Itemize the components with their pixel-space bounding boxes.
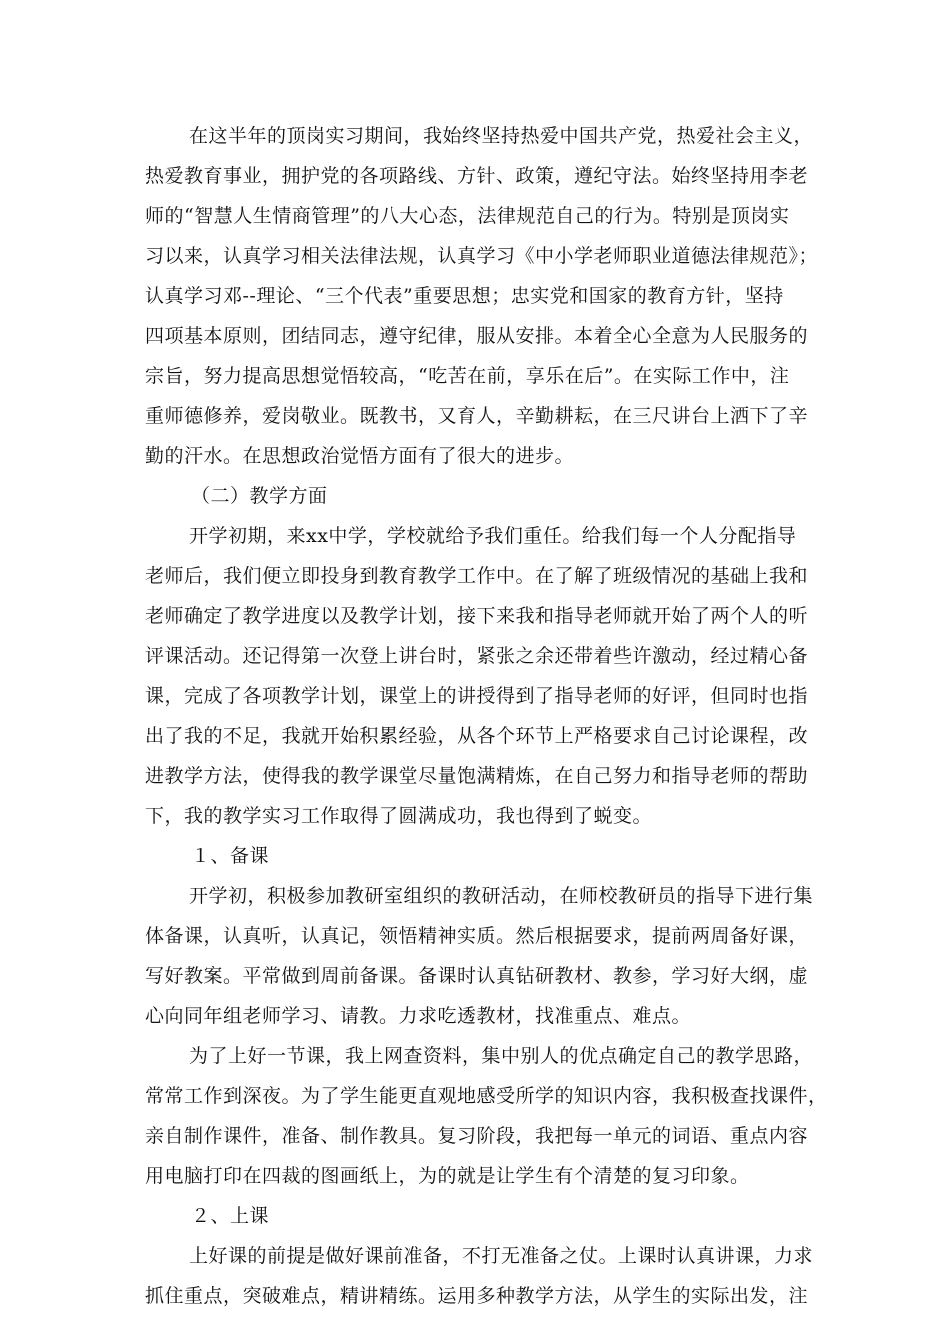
paragraph-line: 出了我的不足，我就开始积累经验，从各个环节上严格要求自己讨论课程，改	[145, 725, 809, 747]
section-heading: ２、上课	[191, 1205, 270, 1227]
paragraph-line: 体备课，认真听，认真记，领悟精神实质。然后根据要求，提前两周备好课，	[145, 925, 809, 947]
paragraph-line: 在这半年的顶岗实习期间，我始终坚持热爱中国共产党，热爱社会主义，	[189, 125, 814, 147]
section-heading: １、备课	[191, 845, 270, 867]
paragraph-line: 老师确定了教学进度以及教学计划，接下来我和指导老师就开始了两个人的听	[145, 605, 809, 627]
paragraph-line: 下，我的教学实习工作取得了圆满成功，我也得到了蜕变。	[145, 805, 653, 827]
paragraph-line: 热爱教育事业，拥护党的各项路线、方针、政策，遵纪守法。始终坚持用李老	[145, 165, 809, 187]
paragraph-line: 上好课的前提是做好课前准备，不打无准备之仗。上课时认真讲课，力求	[189, 1245, 814, 1267]
paragraph-line: 进教学方法，使得我的教学课堂尽量饱满精炼，在自己努力和指导老师的帮助	[145, 765, 809, 787]
paragraph-line: 习以来，认真学习相关法律法规，认真学习《中小学老师职业道德法律规范》；	[145, 245, 819, 267]
paragraph-line: 亲自制作课件，准备、制作教具。复习阶段，我把每一单元的词语、重点内容	[145, 1125, 809, 1147]
paragraph-line: 为了上好一节课，我上网查资料，集中别人的优点确定自己的教学思路，	[189, 1045, 814, 1067]
paragraph-line: 评课活动。还记得第一次登上讲台时，紧张之余还带着些许激动，经过精心备	[145, 645, 809, 667]
paragraph-line: 师的“智慧人生情商管理”的八大心态，法律规范自己的行为。特别是顶岗实	[145, 205, 790, 227]
paragraph-line: 常常工作到深夜。为了学生能更直观地感受所学的知识内容，我积极查找课件，	[145, 1085, 828, 1107]
section-heading: （二）教学方面	[191, 485, 328, 507]
paragraph-line: 四项基本原则，团结同志，遵守纪律，服从安排。本着全心全意为人民服务的	[145, 325, 809, 347]
paragraph-line: 写好教案。平常做到周前备课。备课时认真钻研教材、教参，学习好大纲，虚	[145, 965, 809, 987]
paragraph-line: 老师后，我们便立即投身到教育教学工作中。在了解了班级情况的基础上我和	[145, 565, 809, 587]
paragraph-line: 开学初期，来xx中学，学校就给予我们重任。给我们每一个人分配指导	[189, 525, 797, 547]
paragraph-line: 认真学习邓--理论、“三个代表”重要思想；忠实党和国家的教育方针，坚持	[145, 285, 784, 307]
paragraph-line: 开学初，积极参加教研室组织的教研活动，在师校教研员的指导下进行集	[189, 885, 814, 907]
paragraph-line: 用电脑打印在四裁的图画纸上，为的就是让学生有个清楚的复习印象。	[145, 1165, 750, 1187]
document-body	[145, 116, 828, 1316]
paragraph-line: 宗旨，努力提高思想觉悟较高，“吃苦在前，享乐在后”。在实际工作中，注	[145, 365, 790, 387]
paragraph-line: 心向同年组老师学习、请教。力求吃透教材，找准重点、难点。	[145, 1005, 692, 1027]
paragraph-line: 抓住重点，突破难点，精讲精练。运用多种教学方法，从学生的实际出发，注	[145, 1285, 809, 1307]
paragraph-line: 勤的汗水。在思想政治觉悟方面有了很大的进步。	[145, 445, 575, 467]
paragraph-line: 重师德修养，爱岗敬业。既教书，又育人，辛勤耕耘，在三尺讲台上洒下了辛	[145, 405, 809, 427]
paragraph-line: 课，完成了各项教学计划，课堂上的讲授得到了指导老师的好评，但同时也指	[145, 685, 809, 707]
